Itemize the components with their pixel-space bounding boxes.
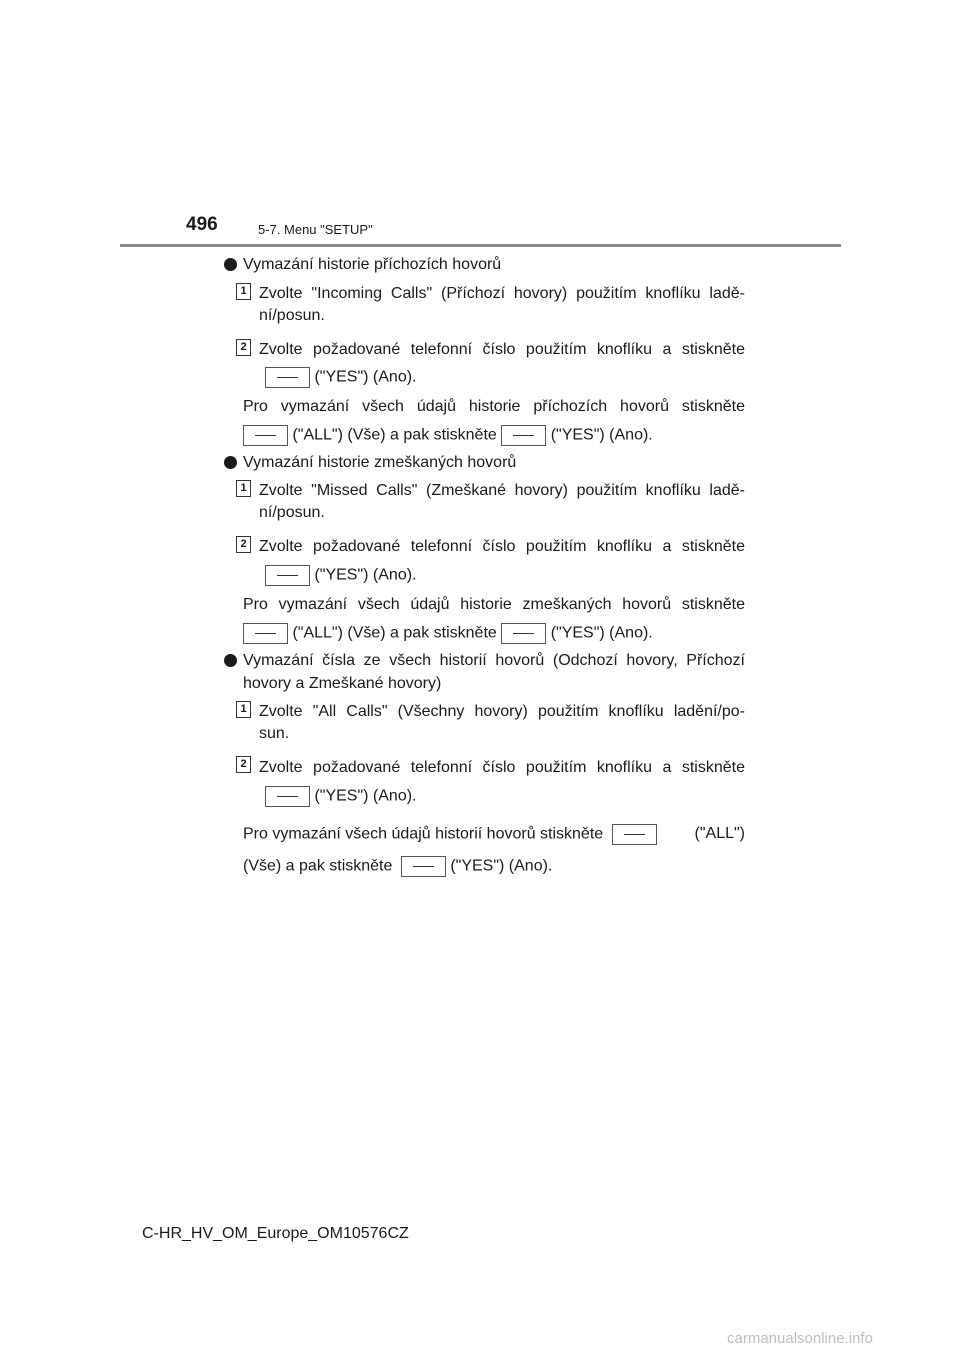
section-heading: Vymazání historie zmeškaných hovorů (243, 454, 517, 471)
step-number-1: 1 (236, 283, 251, 300)
step-text: Zvolte "Incoming Calls" (Příchozí hovory) použitím knoflíku ladě- (259, 285, 745, 302)
section-heading: Vymazání historie příchozích hovorů (243, 256, 502, 273)
note-text (243, 425, 653, 446)
note-text (243, 824, 745, 845)
key-text: ("YES") (Ano). (314, 368, 417, 386)
bullet-icon (224, 258, 237, 271)
key-text: ("YES") (Ano). (550, 426, 653, 444)
step-text (265, 565, 417, 586)
bullet-icon (224, 654, 237, 667)
dash-key-icon (243, 425, 288, 446)
key-text: ("YES") (Ano). (314, 787, 417, 805)
key-text: ("ALL") (Vše) a pak stiskněte (292, 624, 497, 642)
step-number-2: 2 (236, 756, 251, 773)
dash-key-icon (265, 786, 310, 807)
dash-key-icon (612, 824, 657, 845)
step-text: Zvolte požadované telefonní číslo použitím knoflíku a stiskněte (259, 341, 745, 358)
key-text: ("YES") (Ano). (450, 857, 553, 875)
note-text: Pro vymazání všech údajů historie příchozích hovorů stiskněte (243, 398, 745, 415)
dash-key-icon (501, 623, 546, 644)
step-number-1: 1 (236, 701, 251, 718)
bullet-icon (224, 456, 237, 469)
dash-key-icon (501, 425, 546, 446)
step-text: Zvolte "All Calls" (Všechny hovory) použitím knoflíku ladění/po- (259, 703, 745, 720)
step-text: ní/posun. (259, 504, 325, 521)
header-rule (120, 244, 841, 247)
section-heading: Vymazání čísla ze všech historií hovorů (Odchozí hovory, Příchozí (243, 652, 745, 669)
key-text: ("ALL") (694, 825, 745, 842)
dash-key-icon (265, 565, 310, 586)
key-text: ("YES") (Ano). (314, 566, 417, 584)
note-text (243, 623, 653, 644)
step-text: Zvolte "Missed Calls" (Zmeškané hovory) použitím knoflíku ladě- (259, 482, 745, 499)
step-text (265, 786, 417, 807)
step-number-2: 2 (236, 536, 251, 553)
section-title: 5-7. Menu "SETUP" (258, 222, 373, 237)
step-text (265, 367, 417, 388)
dash-key-icon (265, 367, 310, 388)
step-text: sun. (259, 725, 290, 742)
section-heading: hovory a Zmeškané hovory) (243, 675, 442, 692)
note-text (243, 856, 552, 877)
watermark: carmanualsonline.info (727, 1330, 873, 1347)
key-text: (Vše) a pak stiskněte (243, 857, 393, 875)
key-text: Pro vymazání všech údajů historií hovorů stiskněte (243, 825, 604, 843)
key-text: ("ALL") (Vše) a pak stiskněte (292, 426, 497, 444)
note-text: Pro vymazání všech údajů historie zmeškaných hovorů stiskněte (243, 596, 745, 613)
step-text: Zvolte požadované telefonní číslo použitím knoflíku a stiskněte (259, 759, 745, 776)
step-number-2: 2 (236, 339, 251, 356)
footer-doc-id: C-HR_HV_OM_Europe_OM10576CZ (142, 1225, 409, 1242)
key-text: ("YES") (Ano). (550, 624, 653, 642)
step-text: Zvolte požadované telefonní číslo použitím knoflíku a stiskněte (259, 538, 745, 555)
dash-key-icon (401, 856, 446, 877)
page-number: 496 (186, 214, 218, 235)
dash-key-icon (243, 623, 288, 644)
step-text: ní/posun. (259, 307, 325, 324)
step-number-1: 1 (236, 480, 251, 497)
